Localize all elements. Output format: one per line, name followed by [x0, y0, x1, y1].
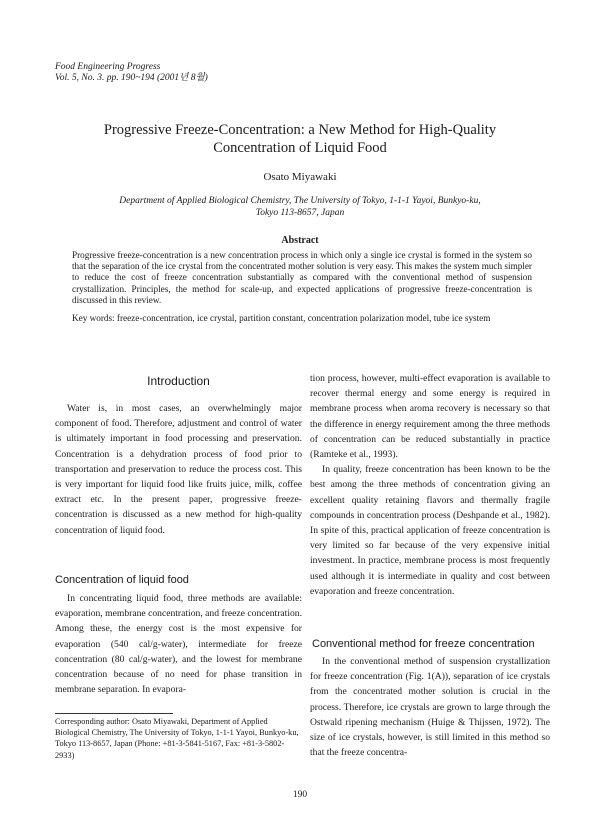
corresponding-author-footnote: Corresponding author: Osato Miyawaki, Department of Applied Biological Chemistry, The University of Tokyo, 1-1-1 Yayoi, Bunkyo-ku, Tokyo 113-8657, Japan (Phone: +81-3-5841-5167, Fax: +81-3-5802-2933) [55, 717, 299, 760]
concentration-paragraph: In concentrating liquid food, three methods are available: evaporation, membrane concentration, and freeze concentration. Among these, the energy cost is the most expensive for evaporation (540 cal/g-water), intermediate for freeze concentration (80 cal/g-water), and the lowest for membrane concentration because of no need for phase transition in membrane separation. In evapora- [55, 593, 302, 696]
introduction-body [55, 401, 302, 538]
right-paragraph-2: In quality, freeze concentration has been known to be the best among the three methods of concentration giving an excellent quality retaining flavors and thermally fragile compounds in concentration process (Deshpande et al., 1982). In spite of this, practical application of freeze concentration is very limited so far because of the very expensive initial investment. In practice, membrane process is most frequently used although it is intermediate in quality and cost between evaporation and freeze concentration. [310, 464, 550, 597]
introduction-heading: Introduction [147, 374, 210, 388]
journal-header [55, 62, 208, 84]
affiliation [80, 195, 520, 219]
conventional-method-heading: Conventional method for freeze concentration [312, 638, 535, 650]
author-name: Osato Miyawaki [263, 171, 337, 183]
title-line-2: Concentration of Liquid Food [213, 140, 387, 156]
footnote-divider [55, 713, 173, 714]
paper-title [60, 121, 540, 157]
conventional-paragraph: In the conventional method of suspension crystallization for freeze concentration (Fig. 1(A)), separation of ice crystals from the concentrated mother solution is crucial in the process. Therefore, ice crystals are grown to large through the Ostwald ripening mechanism (Huige & Thijssen, 1972). The size of ice crystals, however, is still limited in this method so that the freeze concentra- [310, 656, 550, 759]
right-column-body [310, 371, 550, 599]
intro-paragraph: Water is, in most cases, an overwhelmingly major component of food. Therefore, adjustment and control of water is ultimately important in food processing and preservation. Concentration is a dehydration process of food prior to transportation and preservation to reduce the process cost. This is very important for liquid food like fruits juice, milk, coffee extract etc. In the present paper, progressive freeze-concentration is discussed as a new method for high-quality concentration of liquid food. [55, 403, 302, 536]
title-line-1: Progressive Freeze-Concentration: a New Method for High-Quality [103, 122, 497, 138]
journal-name: Food Engineering Progress [55, 62, 161, 72]
right-paragraph-1: tion process, however, multi-effect evaporation is available to recover thermal energy and some energy is required in membrane process when aroma recovery is necessary so that the difference in energy requirement among the three methods of concentration can be reduced substantially in practice (Ramteke et al., 1993). [310, 373, 550, 461]
journal-volume: Vol. 5, No. 3. pp. 190~194 (2001년 8월) [55, 73, 208, 83]
affiliation-line-2: Tokyo 113-8657, Japan [255, 208, 345, 218]
concentration-heading: Concentration of liquid food [55, 574, 189, 586]
concentration-body [55, 591, 302, 697]
keywords: Key words: freeze-concentration, ice crystal, partition constant, concentration polarization model, tube ice system [72, 313, 491, 323]
conventional-method-body [310, 654, 550, 760]
page-number: 190 [292, 790, 308, 800]
affiliation-line-1: Department of Applied Biological Chemistry, The University of Tokyo, 1-1-1 Yayoi, Bunkyo-ku, [119, 196, 481, 206]
abstract-heading: Abstract [281, 235, 319, 246]
abstract-text: Progressive freeze-concentration is a new concentration process in which only a single ice crystal is formed in the system so that the separation of the ice crystal from the concentrated mother solution is very easy. This makes the system much simpler to reduce the cost of freeze concentration substantially as compared with the conventional method of suspension crystallization. Principles, the method for scale-up, and expected applications of progressive freeze-concentration is discussed in this review. [72, 250, 532, 305]
